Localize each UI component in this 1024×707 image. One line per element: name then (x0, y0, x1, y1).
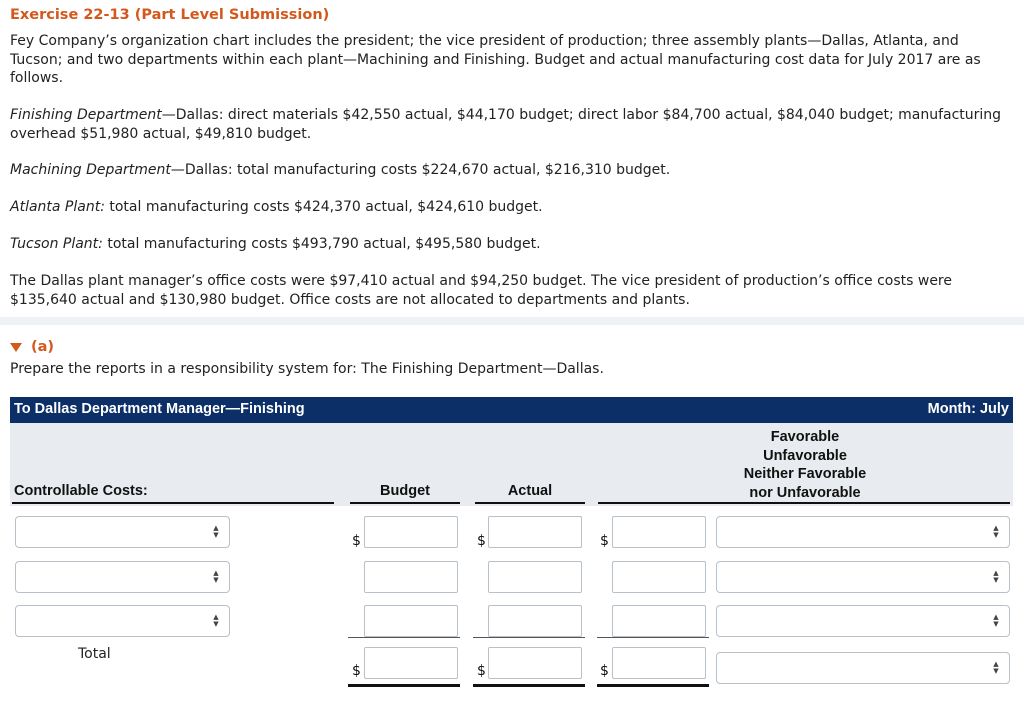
total-actual-input[interactable] (488, 647, 582, 679)
actual-input[interactable] (488, 561, 582, 593)
tucson-plant-data: Tucson Plant: total manufacturing costs $493,790 actual, $495,580 budget. (10, 236, 541, 252)
cost-item-select[interactable] (15, 561, 230, 593)
collapse-triangle-icon (10, 343, 22, 352)
select-arrows-icon: ▲ ▼ (213, 524, 219, 539)
difference-total-rule (597, 684, 709, 687)
budget-input[interactable] (364, 605, 458, 637)
select-arrows-icon: ▲ ▼ (993, 569, 999, 584)
budget-input[interactable] (364, 516, 458, 548)
actual-underline (475, 502, 585, 504)
select-arrows-icon: ▲ ▼ (993, 660, 999, 675)
total-variance-type-select[interactable] (716, 652, 1010, 684)
select-arrows-icon: ▲ ▼ (213, 613, 219, 628)
variance-underline (598, 502, 1010, 504)
difference-subtotal-rule (597, 637, 709, 638)
difference-input[interactable] (612, 516, 706, 548)
actual-header: Actual (507, 483, 553, 499)
difference-input[interactable] (612, 605, 706, 637)
machining-dept-label: Machining Department— (10, 162, 185, 178)
intro-paragraph: Fey Company’s organization chart includes the president; the vice president of production; three assembly plants—Dallas, Atlanta, and Tucson; and two departments within each plant—Machining and Finishing. Budget and actual manufacturing cost data for July 2017 are as follows. (10, 33, 981, 86)
total-label: Total (78, 646, 111, 662)
atlanta-plant-data: Atlanta Plant: total manufacturing costs $424,370 actual, $424,610 budget. (10, 199, 543, 215)
budget-header: Budget (380, 483, 430, 499)
actual-input[interactable] (488, 516, 582, 548)
tucson-plant-label: Tucson Plant: (10, 236, 103, 252)
select-arrows-icon: ▲ ▼ (993, 613, 999, 628)
finishing-dept-label: Finishing Department— (10, 107, 176, 123)
section-divider (0, 317, 1024, 325)
exercise-title: Exercise 22-13 (Part Level Submission) (10, 7, 330, 23)
dollar-sign: $ (352, 533, 361, 549)
cost-item-select[interactable] (15, 605, 230, 637)
actual-input[interactable] (488, 605, 582, 637)
difference-input[interactable] (612, 561, 706, 593)
total-difference-input[interactable] (612, 647, 706, 679)
dollar-sign: $ (477, 533, 486, 549)
variance-type-select[interactable] (716, 561, 1010, 593)
report-recipient: To Dallas Department Manager—Finishing (14, 401, 305, 417)
select-arrows-icon: ▲ ▼ (993, 524, 999, 539)
budget-subtotal-rule (348, 637, 460, 638)
machining-dallas-data: Machining Department—Dallas: total manufacturing costs $224,670 actual, $216,310 budget. (10, 162, 671, 178)
report-header-bar (10, 397, 1013, 423)
dollar-sign: $ (352, 663, 361, 679)
actual-total-rule (473, 684, 585, 687)
part-a-prompt: Prepare the reports in a responsibility system for: The Finishing Department—Dallas. (10, 361, 604, 377)
office-costs-paragraph: The Dallas plant manager’s office costs were $97,410 actual and $94,250 budget. The vice president of production’s office costs were $135,640 actual and $130,980 budget. Office costs are not allocated to departments and plants. (10, 273, 952, 308)
variance-type-select[interactable] (716, 605, 1010, 637)
controllable-costs-header: Controllable Costs: (14, 483, 148, 499)
budget-underline (350, 502, 460, 504)
total-budget-input[interactable] (364, 647, 458, 679)
dollar-sign: $ (600, 663, 609, 679)
favorable-header: Favorable Unfavorable Neither Favorable nor Unfavorable (743, 429, 867, 501)
part-a-toggle[interactable] (10, 339, 54, 355)
part-a-label: (a) (31, 339, 55, 355)
report-month: Month: July (927, 401, 1009, 417)
cost-item-select[interactable] (15, 516, 230, 548)
budget-input[interactable] (364, 561, 458, 593)
finishing-dallas-data: Finishing Department—Dallas: direct materials $42,550 actual, $44,170 budget; direct labor $84,700 actual, $84,040 budget; manufacturing overhead $51,980 actual, $49,810 budget. (10, 107, 1002, 142)
select-arrows-icon: ▲ ▼ (213, 569, 219, 584)
budget-total-rule (348, 684, 460, 687)
variance-type-select[interactable] (716, 516, 1010, 548)
dollar-sign: $ (477, 663, 486, 679)
atlanta-plant-label: Atlanta Plant: (10, 199, 105, 215)
controllable-underline (12, 502, 334, 504)
dollar-sign: $ (600, 533, 609, 549)
actual-subtotal-rule (473, 637, 585, 638)
